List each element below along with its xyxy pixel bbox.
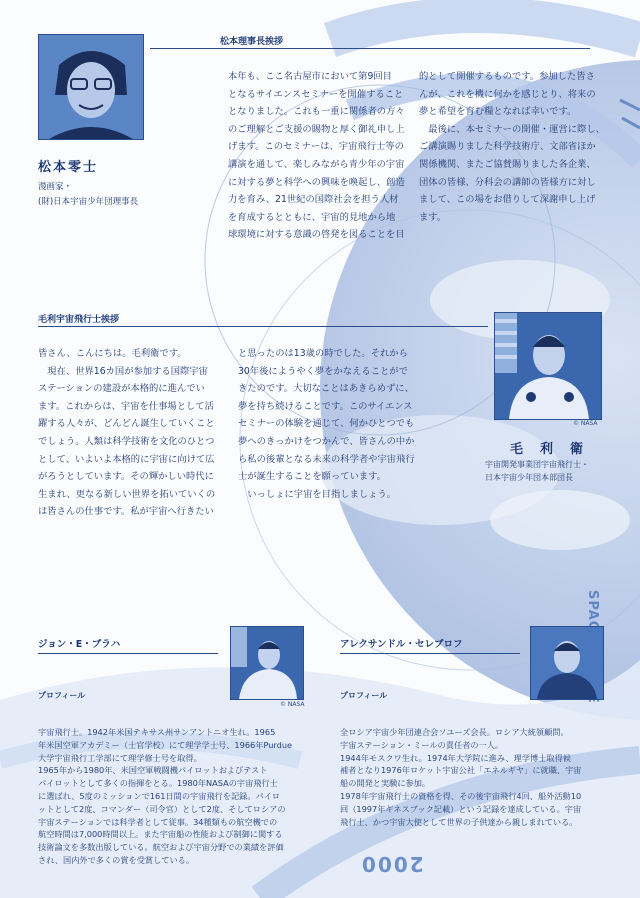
- chairman-heading: 松本理事長挨拶: [220, 37, 284, 47]
- chairman-name: 松本零士: [38, 160, 99, 175]
- text-line: となりました。これも一重に関係者の方々: [228, 106, 405, 118]
- blaha-name: ジョン・E・ブラハ: [38, 639, 121, 650]
- blaha-portrait: [230, 626, 304, 700]
- text-line: 全ロシア宇宙少年団連合会ソユーズ会長。ロシア大統領顧問。: [340, 727, 569, 737]
- text-line: ます。これからは、宇宙を仕事場として活: [38, 400, 214, 412]
- text-line: 宇宙ステーションでは科学者として従事。34種類もの航空機での: [38, 816, 278, 827]
- text-line: され、国内外で多くの賞を受賞している。: [38, 854, 195, 865]
- mohri-role-2: 日本宇宙少年団本部団長: [485, 473, 573, 482]
- text-line: 宇宙飛行士。1942年米国テキサス州サンアントニオ生れ。1965: [38, 727, 276, 737]
- blaha-profile-text: [38, 726, 292, 867]
- serebrov-portrait: [530, 626, 604, 700]
- text-line: 躍する人々が、どんどん誕生していくこと: [38, 418, 215, 430]
- chairman-body-col1: [228, 68, 405, 244]
- chairman-role-1: 漫画家・: [38, 182, 73, 192]
- serebrov-profile-text: [340, 726, 582, 828]
- blaha-profile-label: プロフィール: [38, 691, 86, 700]
- text-line: 回（1997年ギネスブック記載）という記録を達成している。宇宙: [340, 803, 582, 814]
- text-line: げます。このセミナーは、宇宙飛行士等の: [228, 141, 404, 153]
- mohri-heading: 毛利宇宙飛行士挨拶: [38, 315, 120, 325]
- text-line: 夢へのきっかけをつかんで、皆さんの中か: [238, 435, 415, 447]
- text-line: に対する夢と科学への興味を喚起し、創造: [228, 176, 405, 188]
- text-line: でしょう。人類は科学技術を文化のひとつ: [38, 435, 215, 447]
- text-line: がろうとしています。その輝かしい時代に: [38, 471, 214, 483]
- mohri-photo-credit: © NASA: [573, 420, 598, 427]
- text-line: 大学宇宙飛行工学部にて理学修士号を取得。: [38, 752, 202, 763]
- mohri-name: 毛 利 衛: [510, 442, 586, 457]
- text-line: んが、これを機に何かを感じとり、将来の: [419, 88, 596, 100]
- text-line: 皆さん、こんにちは。毛利衛です。: [38, 348, 187, 359]
- text-line: ます。: [419, 211, 447, 223]
- text-line: 年米国空軍アカデミー（士官学校）にて理学学士号、1966年Purdue: [38, 739, 293, 750]
- text-line: 夢と希望を育む糧となれば幸いです。: [419, 106, 577, 118]
- text-line: 球環境に対する意識の啓発を図ることを目: [228, 229, 405, 241]
- text-line: 技術論文を多数出版している。航空および宇宙分野での業績を評価: [38, 842, 284, 853]
- text-line: いっしょに宇宙を目指しましょう。: [238, 488, 397, 500]
- blaha-rule: [38, 653, 218, 654]
- text-line: 夢を持ち続けることです。このサイエンス: [238, 400, 413, 412]
- text-line: 航空時間は7,000時間以上。また宇宙船の性能および制御に関する: [38, 829, 283, 840]
- mohri-rule: [38, 326, 488, 327]
- chairman-rule: [150, 48, 590, 49]
- text-line: ステーションの建設が本格的に進んでい: [38, 383, 205, 395]
- blaha-photo-credit: © NASA: [280, 701, 305, 708]
- text-line: 現在、世界16カ国が参加する国際宇宙: [38, 365, 208, 377]
- text-line: 団体の皆様、分科会の講師の皆様方に対し: [419, 176, 596, 188]
- chairman-role-2: (財)日本宇宙少年団理事長: [38, 197, 139, 207]
- text-line: として、いよいよ本格的に宇宙に向けて広: [38, 453, 215, 465]
- text-line: 補者となり1976年ロケット宇宙公社「エネルギヤ」に就職、宇宙: [340, 765, 582, 776]
- text-line: のご理解とご支援の賜物と厚く御礼申し上: [228, 123, 405, 135]
- text-line: は皆さんの仕事です。私が宇宙へ行きたい: [38, 506, 214, 518]
- chairman-body-col2: [419, 68, 605, 226]
- text-line: と思ったのは13歳の時でした。それから: [238, 348, 408, 359]
- text-line: を育成するとともに、宇宙的見地から地: [228, 211, 396, 223]
- text-line: 的として開催するものです。参加した皆さ: [419, 71, 595, 82]
- text-line: 生まれ、更なる新しい世界を拓いていくの: [38, 488, 216, 500]
- serebrov-profile-label: プロフィール: [340, 691, 388, 700]
- text-line: 1978年宇宙飛行士の資格を得、その後宇宙飛行4回、船外活動10: [340, 790, 582, 801]
- text-line: 1965年から1980年、米国空軍戦闘機パイロットおよびテスト: [38, 765, 268, 776]
- text-line: 力を育み、21世紀の国際社会を担う人材: [228, 194, 399, 206]
- serebrov-name: アレクサンドル・セレブロフ: [340, 639, 463, 650]
- text-line: ら私の後輩となる未来の科学者や宇宙飛行: [238, 453, 415, 465]
- text-line: 宇宙ステーション・ミールの責任者の一人。: [340, 739, 504, 750]
- mohri-body-col2: [238, 345, 415, 503]
- serebrov-rule: [340, 653, 520, 654]
- text-line: となるサイエンスセミナーを開催すること: [228, 88, 404, 100]
- text-line: パイロットとして多くの指揮をとる。1980年NASAの宇宙飛行士: [38, 778, 278, 789]
- text-line: 飛行士、かつ宇宙大使として世界の子供達から親しまれている。: [340, 816, 578, 827]
- mohri-role-1: 宇宙開発事業団宇宙飛行士・: [485, 460, 589, 469]
- text-line: ご講演賜りました科学技術庁、文部省ほか: [419, 141, 596, 153]
- text-line: 士が誕生することを願っています。: [238, 471, 387, 483]
- text-line: 本年も、ここ名古屋市において第9回目: [228, 71, 392, 82]
- text-line: 船の開発と実験に参加。: [340, 778, 431, 789]
- text-line: 関係機関、またご協賛賜りました各企業、: [419, 158, 596, 170]
- text-line: 最後に、本セミナーの開催・運営に際し、: [419, 123, 605, 135]
- text-line: セミナーの体験を通じて、何かひとつでも: [238, 418, 415, 430]
- text-line: に選ばれ、5度のミッションで161日間の宇宙飛行を記録。パイロ: [38, 790, 281, 801]
- text-line: まして、この場をお借りして深謝申し上げ: [419, 194, 596, 206]
- mohri-portrait: [494, 312, 602, 420]
- text-line: きたのです。大切なことはあきらめずに、: [238, 383, 414, 395]
- text-line: 30年後にようやく夢をかなえることがで: [238, 365, 408, 377]
- text-line: ットとして2度、コマンダー（司令官）として2度、そしてロシアの: [38, 803, 286, 814]
- text-line: 講演を通して、楽しみながら青少年の宇宙: [228, 158, 405, 170]
- mohri-body-col1: [38, 345, 215, 521]
- bottom-logo: 2000: [360, 852, 424, 876]
- text-line: 1944年モスクワ生れ。1974年大学院に進み、理学博士取得候: [340, 752, 571, 763]
- matsumoto-portrait: [38, 34, 144, 140]
